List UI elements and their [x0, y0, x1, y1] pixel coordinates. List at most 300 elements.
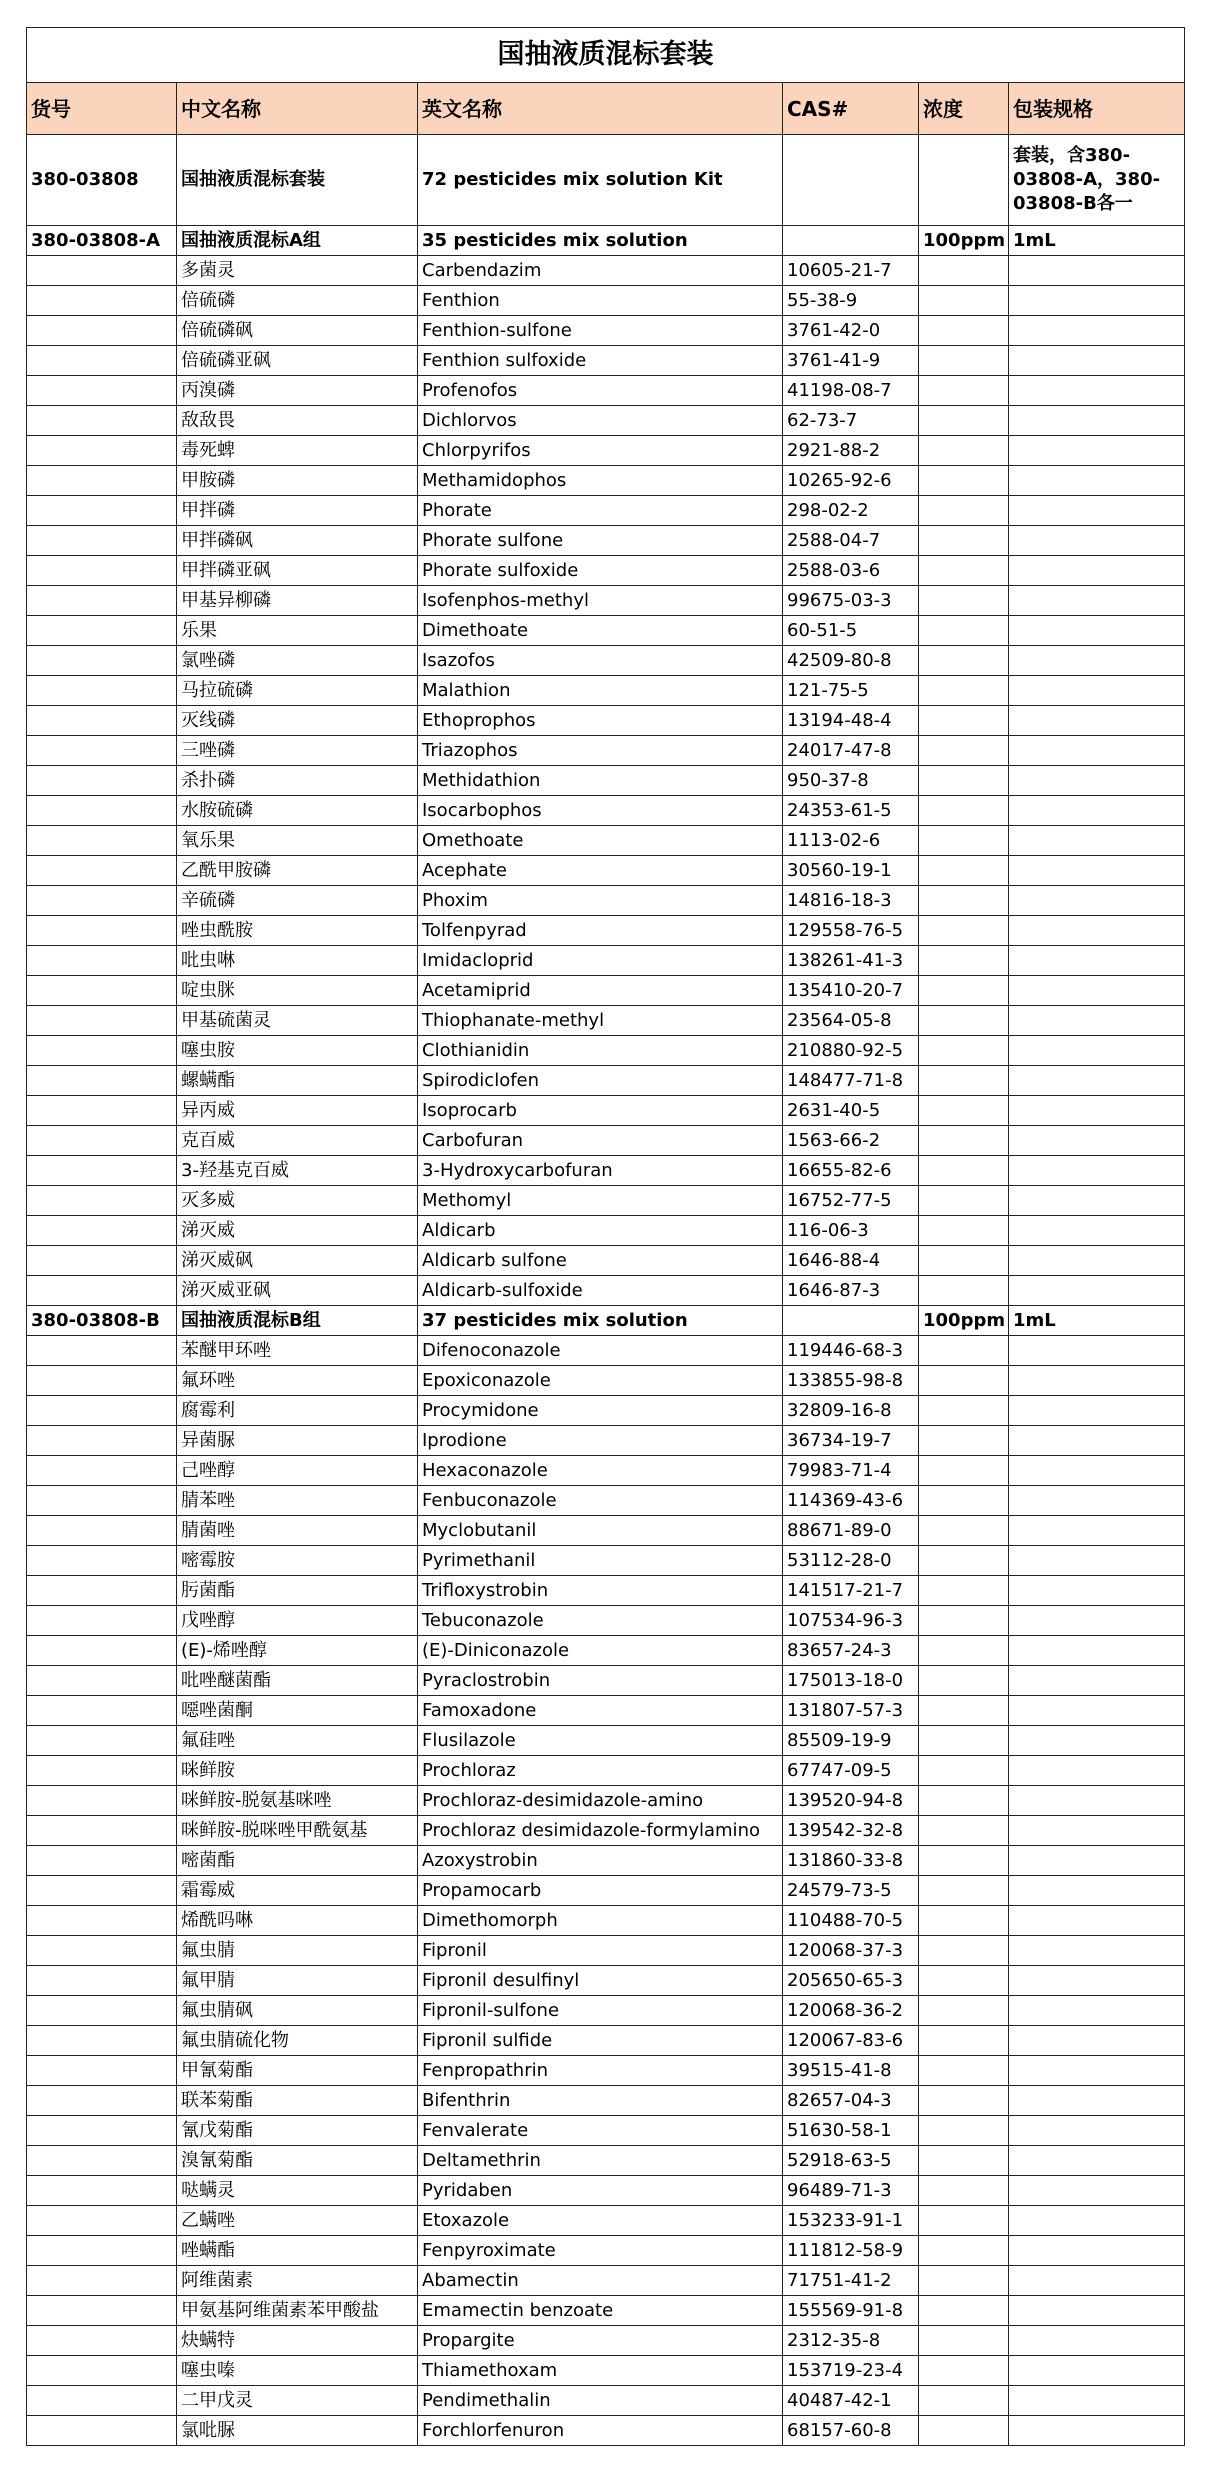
concentration-cell	[919, 1966, 1009, 1996]
cas-cell: 131860-33-8	[783, 1846, 919, 1876]
concentration-cell	[919, 466, 1009, 496]
header-concentration: 浓度	[919, 83, 1009, 135]
cas-cell: 51630-58-1	[783, 2116, 919, 2146]
cn-name-cell: 毒死蜱	[177, 436, 418, 466]
code-cell	[27, 766, 177, 796]
table-row	[27, 1606, 1185, 1636]
cas-cell: 10605-21-7	[783, 256, 919, 286]
code-cell	[27, 496, 177, 526]
product-sheet	[26, 27, 1184, 2448]
table-row	[27, 2386, 1185, 2416]
table-row	[27, 2356, 1185, 2386]
en-name-cell: Carbofuran	[418, 1126, 783, 1156]
concentration-cell	[919, 646, 1009, 676]
group-concentration: 100ppm	[919, 1306, 1009, 1336]
en-name-cell: Forchlorfenuron	[418, 2416, 783, 2446]
cn-name-cell: 涕灭威	[177, 1216, 418, 1246]
cn-name-cell: 腈菌唑	[177, 1516, 418, 1546]
table-row	[27, 256, 1185, 286]
table-row	[27, 1966, 1185, 1996]
code-cell	[27, 436, 177, 466]
cas-cell: 2631-40-5	[783, 1096, 919, 1126]
package-cell	[1009, 2266, 1185, 2296]
en-name-cell: Fipronil desulfinyl	[418, 1966, 783, 1996]
cn-name-cell: (E)-烯唑醇	[177, 1636, 418, 1666]
cas-cell: 85509-19-9	[783, 1726, 919, 1756]
code-cell	[27, 1246, 177, 1276]
table-row	[27, 706, 1185, 736]
cas-cell: 133855-98-8	[783, 1366, 919, 1396]
code-cell	[27, 646, 177, 676]
code-cell	[27, 2176, 177, 2206]
en-name-cell: 3-Hydroxycarbofuran	[418, 1156, 783, 1186]
concentration-cell	[919, 826, 1009, 856]
table-row	[27, 526, 1185, 556]
package-cell	[1009, 826, 1185, 856]
cn-name-cell: 克百威	[177, 1126, 418, 1156]
cas-cell: 210880-92-5	[783, 1036, 919, 1066]
en-name-cell: Carbendazim	[418, 256, 783, 286]
package-cell	[1009, 1546, 1185, 1576]
en-name-cell: Fenbuconazole	[418, 1486, 783, 1516]
table-row	[27, 1396, 1185, 1426]
table-row	[27, 916, 1185, 946]
cas-cell: 2312-35-8	[783, 2326, 919, 2356]
table-row	[27, 1696, 1185, 1726]
concentration-cell	[919, 1876, 1009, 1906]
en-name-cell: Abamectin	[418, 2266, 783, 2296]
table-row	[27, 2206, 1185, 2236]
package-cell	[1009, 2176, 1185, 2206]
concentration-cell	[919, 1396, 1009, 1426]
concentration-cell	[919, 346, 1009, 376]
product-table	[26, 27, 1185, 2446]
package-cell	[1009, 556, 1185, 586]
en-name-cell: Iprodione	[418, 1426, 783, 1456]
package-cell	[1009, 2386, 1185, 2416]
package-cell	[1009, 1726, 1185, 1756]
code-cell	[27, 586, 177, 616]
table-row	[27, 1216, 1185, 1246]
code-cell	[27, 256, 177, 286]
package-cell	[1009, 526, 1185, 556]
cas-cell: 120068-36-2	[783, 1996, 919, 2026]
code-cell	[27, 1006, 177, 1036]
package-cell	[1009, 1456, 1185, 1486]
package-cell	[1009, 1666, 1185, 1696]
concentration-cell	[919, 2416, 1009, 2446]
cas-cell: 14816-18-3	[783, 886, 919, 916]
code-cell	[27, 2356, 177, 2386]
code-cell	[27, 2296, 177, 2326]
code-cell	[27, 2146, 177, 2176]
header-cn-name: 中文名称	[177, 83, 418, 135]
en-name-cell: Etoxazole	[418, 2206, 783, 2236]
en-name-cell: Dichlorvos	[418, 406, 783, 436]
package-cell	[1009, 1696, 1185, 1726]
cas-cell: 298-02-2	[783, 496, 919, 526]
cn-name-cell: 氟硅唑	[177, 1726, 418, 1756]
code-cell	[27, 346, 177, 376]
table-row	[27, 1516, 1185, 1546]
package-cell	[1009, 1006, 1185, 1036]
code-cell	[27, 946, 177, 976]
en-name-cell: Prochloraz desimidazole-formylamino	[418, 1816, 783, 1846]
table-row	[27, 1096, 1185, 1126]
concentration-cell	[919, 586, 1009, 616]
cn-name-cell: 甲拌磷亚砜	[177, 556, 418, 586]
cas-cell: 139520-94-8	[783, 1786, 919, 1816]
cn-name-cell: 嘧霉胺	[177, 1546, 418, 1576]
cn-name-cell: 腐霉利	[177, 1396, 418, 1426]
cn-name-cell: 吡虫啉	[177, 946, 418, 976]
cn-name-cell: 多菌灵	[177, 256, 418, 286]
cas-cell: 107534-96-3	[783, 1606, 919, 1636]
cas-cell: 13194-48-4	[783, 706, 919, 736]
table-row	[27, 856, 1185, 886]
code-cell	[27, 1696, 177, 1726]
cn-name-cell: 二甲戊灵	[177, 2386, 418, 2416]
code-cell	[27, 616, 177, 646]
package-cell	[1009, 376, 1185, 406]
package-cell	[1009, 946, 1185, 976]
cas-cell: 139542-32-8	[783, 1816, 919, 1846]
package-cell	[1009, 256, 1185, 286]
cas-cell: 79983-71-4	[783, 1456, 919, 1486]
kit-en-name: 72 pesticides mix solution Kit	[418, 135, 783, 226]
code-cell	[27, 826, 177, 856]
package-cell	[1009, 616, 1185, 646]
cas-cell: 155569-91-8	[783, 2296, 919, 2326]
table-row	[27, 1546, 1185, 1576]
cas-cell: 121-75-5	[783, 676, 919, 706]
cas-cell: 24353-61-5	[783, 796, 919, 826]
concentration-cell	[919, 736, 1009, 766]
cn-name-cell: 氧乐果	[177, 826, 418, 856]
en-name-cell: Fenpyroximate	[418, 2236, 783, 2266]
en-name-cell: Difenoconazole	[418, 1336, 783, 1366]
en-name-cell: Aldicarb-sulfoxide	[418, 1276, 783, 1306]
table-row	[27, 1276, 1185, 1306]
en-name-cell: Omethoate	[418, 826, 783, 856]
cn-name-cell: 倍硫磷	[177, 286, 418, 316]
table-row	[27, 1636, 1185, 1666]
code-cell	[27, 2206, 177, 2236]
group-en-name: 37 pesticides mix solution	[418, 1306, 783, 1336]
code-cell	[27, 1216, 177, 1246]
code-cell	[27, 1726, 177, 1756]
en-name-cell: Acephate	[418, 856, 783, 886]
en-name-cell: Pyridaben	[418, 2176, 783, 2206]
code-cell	[27, 1876, 177, 1906]
concentration-cell	[919, 316, 1009, 346]
table-row	[27, 2146, 1185, 2176]
package-cell	[1009, 796, 1185, 826]
concentration-cell	[919, 1366, 1009, 1396]
cas-cell: 3761-41-9	[783, 346, 919, 376]
en-name-cell: Dimethoate	[418, 616, 783, 646]
package-cell	[1009, 2356, 1185, 2386]
cas-cell: 138261-41-3	[783, 946, 919, 976]
code-cell	[27, 1366, 177, 1396]
code-cell	[27, 1846, 177, 1876]
cas-cell: 82657-04-3	[783, 2086, 919, 2116]
code-cell	[27, 976, 177, 1006]
cas-cell: 55-38-9	[783, 286, 919, 316]
package-cell	[1009, 2296, 1185, 2326]
cn-name-cell: 灭多威	[177, 1186, 418, 1216]
table-row	[27, 1906, 1185, 1936]
cas-cell: 3761-42-0	[783, 316, 919, 346]
code-cell	[27, 856, 177, 886]
cn-name-cell: 唑螨酯	[177, 2236, 418, 2266]
code-cell	[27, 1936, 177, 1966]
cn-name-cell: 噻虫嗪	[177, 2356, 418, 2386]
code-cell	[27, 1426, 177, 1456]
concentration-cell	[919, 946, 1009, 976]
kit-cn-name: 国抽液质混标套装	[177, 135, 418, 226]
cas-cell: 68157-60-8	[783, 2416, 919, 2446]
en-name-cell: (E)-Diniconazole	[418, 1636, 783, 1666]
table-row	[27, 1996, 1185, 2026]
code-cell	[27, 526, 177, 556]
cas-cell: 2588-03-6	[783, 556, 919, 586]
kit-row	[27, 135, 1185, 226]
table-row	[27, 826, 1185, 856]
package-cell	[1009, 2236, 1185, 2266]
table-row	[27, 496, 1185, 526]
en-name-cell: Isocarbophos	[418, 796, 783, 826]
package-cell	[1009, 1966, 1185, 1996]
table-row	[27, 1186, 1185, 1216]
en-name-cell: Pyraclostrobin	[418, 1666, 783, 1696]
table-row	[27, 1486, 1185, 1516]
en-name-cell: Famoxadone	[418, 1696, 783, 1726]
code-cell	[27, 2116, 177, 2146]
header-code: 货号	[27, 83, 177, 135]
package-cell	[1009, 406, 1185, 436]
table-row	[27, 2026, 1185, 2056]
cn-name-cell: 氟虫腈砜	[177, 1996, 418, 2026]
cas-cell: 67747-09-5	[783, 1756, 919, 1786]
code-cell	[27, 2086, 177, 2116]
en-name-cell: Phorate sulfone	[418, 526, 783, 556]
package-cell	[1009, 316, 1185, 346]
concentration-cell	[919, 706, 1009, 736]
cas-cell: 2588-04-7	[783, 526, 919, 556]
package-cell	[1009, 2056, 1185, 2086]
cn-name-cell: 乐果	[177, 616, 418, 646]
cn-name-cell: 氯吡脲	[177, 2416, 418, 2446]
table-row	[27, 736, 1185, 766]
code-cell	[27, 2416, 177, 2446]
cas-cell: 71751-41-2	[783, 2266, 919, 2296]
cn-name-cell: 咪鲜胺	[177, 1756, 418, 1786]
code-cell	[27, 1906, 177, 1936]
code-cell	[27, 2386, 177, 2416]
cas-cell: 116-06-3	[783, 1216, 919, 1246]
en-name-cell: Tolfenpyrad	[418, 916, 783, 946]
en-name-cell: Epoxiconazole	[418, 1366, 783, 1396]
kit-code: 380-03808	[27, 135, 177, 226]
table-row	[27, 2296, 1185, 2326]
table-row	[27, 346, 1185, 376]
group-row	[27, 1306, 1185, 1336]
cas-cell: 120068-37-3	[783, 1936, 919, 1966]
table-row	[27, 286, 1185, 316]
en-name-cell: Isoprocarb	[418, 1096, 783, 1126]
table-row	[27, 1756, 1185, 1786]
table-row	[27, 1126, 1185, 1156]
concentration-cell	[919, 1816, 1009, 1846]
cas-cell: 62-73-7	[783, 406, 919, 436]
en-name-cell: Methidathion	[418, 766, 783, 796]
concentration-cell	[919, 2176, 1009, 2206]
concentration-cell	[919, 1126, 1009, 1156]
table-row	[27, 1366, 1185, 1396]
table-row	[27, 376, 1185, 406]
package-cell	[1009, 1246, 1185, 1276]
table-row	[27, 1426, 1185, 1456]
group-package: 1mL	[1009, 226, 1185, 256]
code-cell	[27, 2056, 177, 2086]
concentration-cell	[919, 1246, 1009, 1276]
table-row	[27, 1846, 1185, 1876]
package-cell	[1009, 1846, 1185, 1876]
cn-name-cell: 辛硫磷	[177, 886, 418, 916]
cas-cell: 96489-71-3	[783, 2176, 919, 2206]
table-row	[27, 2116, 1185, 2146]
cn-name-cell: 甲拌磷砜	[177, 526, 418, 556]
en-name-cell: Aldicarb	[418, 1216, 783, 1246]
package-cell	[1009, 1216, 1185, 1246]
code-cell	[27, 1156, 177, 1186]
cn-name-cell: 哒螨灵	[177, 2176, 418, 2206]
table-row	[27, 1006, 1185, 1036]
package-cell	[1009, 1756, 1185, 1786]
cas-cell: 53112-28-0	[783, 1546, 919, 1576]
title-row	[27, 28, 1185, 83]
concentration-cell	[919, 1756, 1009, 1786]
concentration-cell	[919, 1936, 1009, 1966]
concentration-cell	[919, 1426, 1009, 1456]
concentration-cell	[919, 436, 1009, 466]
concentration-cell	[919, 1906, 1009, 1936]
code-cell	[27, 406, 177, 436]
package-cell	[1009, 2206, 1185, 2236]
en-name-cell: Methamidophos	[418, 466, 783, 496]
cn-name-cell: 氟虫腈	[177, 1936, 418, 1966]
code-cell	[27, 1966, 177, 1996]
group-code: 380-03808-B	[27, 1306, 177, 1336]
concentration-cell	[919, 1186, 1009, 1216]
concentration-cell	[919, 1216, 1009, 1246]
en-name-cell: Fenthion	[418, 286, 783, 316]
kit-concentration	[919, 135, 1009, 226]
en-name-cell: Isofenphos-methyl	[418, 586, 783, 616]
concentration-cell	[919, 2146, 1009, 2176]
package-cell	[1009, 346, 1185, 376]
cn-name-cell: 3-羟基克百威	[177, 1156, 418, 1186]
concentration-cell	[919, 2296, 1009, 2326]
concentration-cell	[919, 976, 1009, 1006]
cas-cell: 88671-89-0	[783, 1516, 919, 1546]
concentration-cell	[919, 2236, 1009, 2266]
package-cell	[1009, 736, 1185, 766]
code-cell	[27, 1486, 177, 1516]
concentration-cell	[919, 796, 1009, 826]
package-cell	[1009, 1876, 1185, 1906]
cas-cell: 52918-63-5	[783, 2146, 919, 2176]
cas-cell: 1113-02-6	[783, 826, 919, 856]
code-cell	[27, 1336, 177, 1366]
code-cell	[27, 1786, 177, 1816]
table-row	[27, 2236, 1185, 2266]
code-cell	[27, 316, 177, 346]
concentration-cell	[919, 1036, 1009, 1066]
code-cell	[27, 1576, 177, 1606]
en-name-cell: Prochloraz	[418, 1756, 783, 1786]
concentration-cell	[919, 1066, 1009, 1096]
package-cell	[1009, 1576, 1185, 1606]
en-name-cell: Pendimethalin	[418, 2386, 783, 2416]
concentration-cell	[919, 856, 1009, 886]
en-name-cell: Acetamiprid	[418, 976, 783, 1006]
cas-cell: 24579-73-5	[783, 1876, 919, 1906]
cn-name-cell: 噁唑菌酮	[177, 1696, 418, 1726]
package-cell	[1009, 586, 1185, 616]
cas-cell: 60-51-5	[783, 616, 919, 646]
cas-cell: 1563-66-2	[783, 1126, 919, 1156]
cn-name-cell: 吡唑醚菌酯	[177, 1666, 418, 1696]
code-cell	[27, 676, 177, 706]
package-cell	[1009, 286, 1185, 316]
cas-cell: 153719-23-4	[783, 2356, 919, 2386]
concentration-cell	[919, 526, 1009, 556]
table-row	[27, 646, 1185, 676]
concentration-cell	[919, 766, 1009, 796]
table-row	[27, 976, 1185, 1006]
header-en-name: 英文名称	[418, 83, 783, 135]
cas-cell: 148477-71-8	[783, 1066, 919, 1096]
cas-cell: 41198-08-7	[783, 376, 919, 406]
cn-name-cell: 甲基硫菌灵	[177, 1006, 418, 1036]
package-cell	[1009, 1906, 1185, 1936]
package-cell	[1009, 2416, 1185, 2446]
concentration-cell	[919, 1636, 1009, 1666]
cas-cell: 110488-70-5	[783, 1906, 919, 1936]
header-package: 包装规格	[1009, 83, 1185, 135]
concentration-cell	[919, 496, 1009, 526]
concentration-cell	[919, 1006, 1009, 1036]
cn-name-cell: 涕灭威砜	[177, 1246, 418, 1276]
cn-name-cell: 敌敌畏	[177, 406, 418, 436]
group-cas	[783, 226, 919, 256]
cas-cell: 16752-77-5	[783, 1186, 919, 1216]
package-cell	[1009, 706, 1185, 736]
concentration-cell	[919, 2116, 1009, 2146]
cas-cell: 1646-88-4	[783, 1246, 919, 1276]
cn-name-cell: 螺螨酯	[177, 1066, 418, 1096]
cas-cell: 153233-91-1	[783, 2206, 919, 2236]
code-cell	[27, 1816, 177, 1846]
cas-cell: 135410-20-7	[783, 976, 919, 1006]
package-cell	[1009, 2026, 1185, 2056]
cn-name-cell: 杀扑磷	[177, 766, 418, 796]
package-cell	[1009, 1126, 1185, 1156]
en-name-cell: Procymidone	[418, 1396, 783, 1426]
table-row	[27, 886, 1185, 916]
